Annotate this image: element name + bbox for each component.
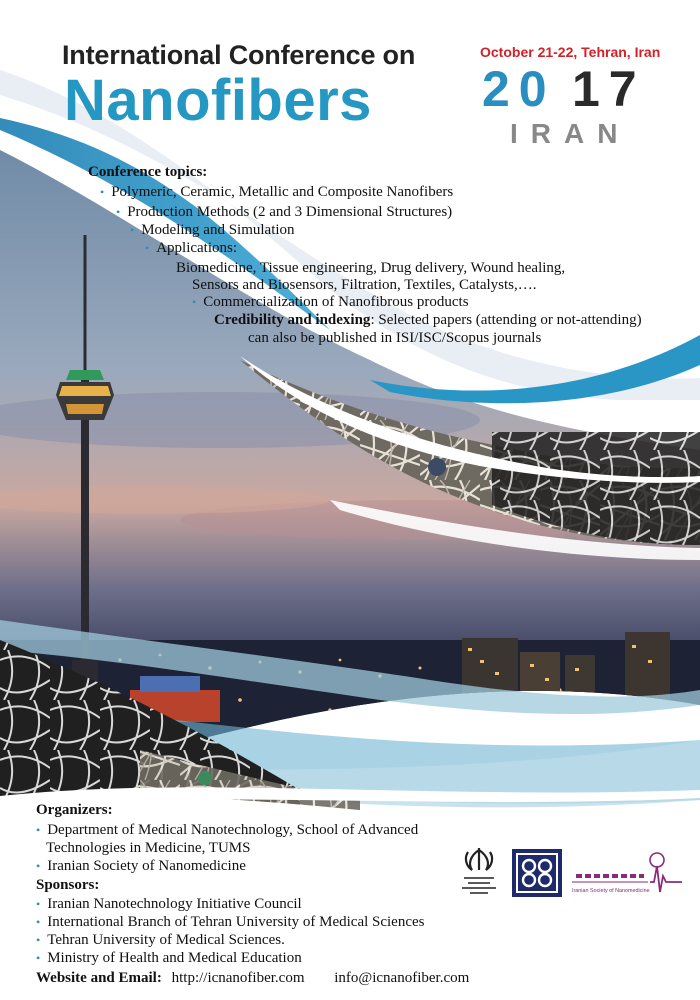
sponsors-heading: Sponsors: [36,877,100,893]
topic-text: Commercialization of Nanofibrous products [203,294,469,310]
presidency-emblem-logo [456,846,502,898]
sponsor-text: Ministry of Health and Medical Education [47,950,302,966]
email-link[interactable]: info@icnanofiber.com [334,970,470,986]
bullet-icon: • [36,933,41,947]
organizer-text: Department of Medical Nanotechnology, School of Advanced [47,822,419,838]
title-line-2: Nanofibers [64,68,372,133]
topic-item [192,294,469,311]
credibility-line-1 [214,312,642,329]
topics-heading: Conference topics: [88,164,208,180]
topic-text: Applications: [156,240,238,256]
contact-label: Website and Email: [36,970,162,986]
organizer-item [36,822,418,839]
topic-item [130,222,295,239]
nanomedicine-society-logo [568,848,686,900]
sponsor-text: International Branch of Tehran University of Medical Sciences [47,914,425,930]
sponsor-text: Iranian Nanotechnology Initiative Council [47,896,302,912]
topic-text: Production Methods (2 and 3 Dimensional Structures) [127,204,453,220]
bullet-icon: • [192,295,197,309]
website-link[interactable]: http://icnanofiber.com [171,970,305,986]
topic-text: Modeling and Simulation [141,222,295,238]
organizer-text: Iranian Society of Nanomedicine [47,858,246,874]
country-label: IRAN [510,118,631,149]
bullet-icon: • [145,241,150,255]
tums-logo [512,849,562,897]
bullet-icon: • [36,915,41,929]
sponsor-item [36,950,302,967]
year-part-1: 20 [482,61,556,117]
topic-item [116,204,452,221]
organizer-item-cont: Technologies in Medicine, TUMS [46,840,251,856]
bullet-icon: • [36,823,41,837]
sponsor-text: Tehran University of Medical Sciences. [47,932,285,948]
credibility-text: : Selected papers (attending or not-attending) [370,312,642,328]
organizers-heading: Organizers: [36,802,113,818]
logo-caption: Iranian Society of Nanomedicine [572,888,650,894]
year-part-2: 17 [572,61,646,117]
contact-line [36,970,469,987]
bullet-icon: • [100,185,105,199]
organizer-item [36,858,246,875]
bullet-icon: • [116,205,121,219]
title-line-1: International Conference on [62,40,416,70]
applications-line-1: Biomedicine, Tissue engineering, Drug delivery, Wound healing, [176,260,566,276]
sponsor-item [36,896,302,913]
applications-line-2: Sensors and Biosensors, Filtration, Textiles, Catalysts,…. [192,277,537,293]
topic-text: Polymeric, Ceramic, Metallic and Composite Nanofibers [111,184,454,200]
topic-item [145,240,237,257]
credibility-label: Credibility and indexing [214,312,371,328]
credibility-line-2: can also be published in ISI/ISC/Scopus journals [248,330,542,346]
conference-dates: October 21-22, Tehran, Iran [480,44,661,60]
bullet-icon: • [36,951,41,965]
sponsor-item [36,914,425,931]
bullet-icon: • [36,897,41,911]
topic-item [100,184,453,201]
sponsor-item [36,932,285,949]
bullet-icon: • [36,859,41,873]
bullet-icon: • [130,223,135,237]
